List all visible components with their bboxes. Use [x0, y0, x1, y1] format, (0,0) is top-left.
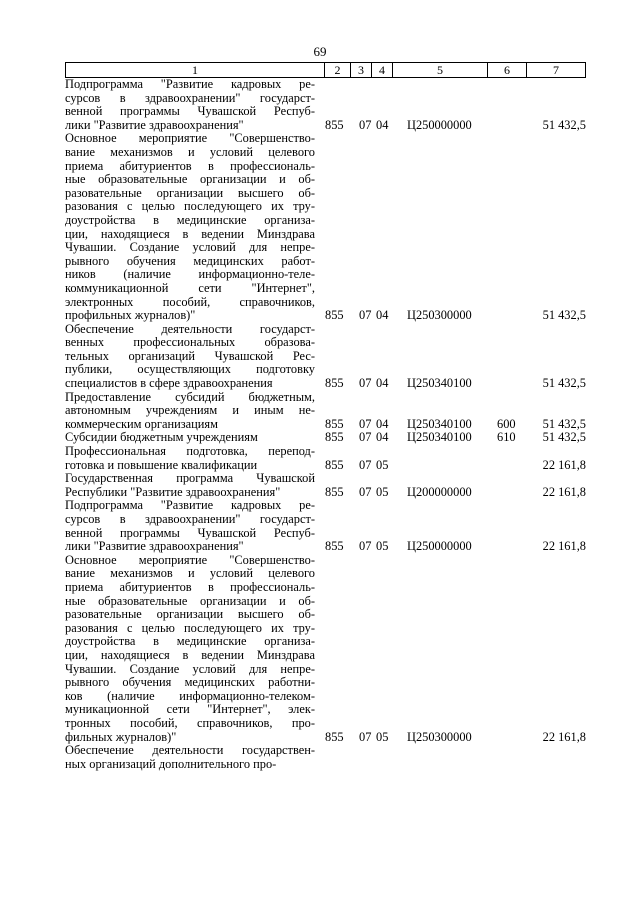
description-line: разования с целью последующего их тру- [65, 199, 315, 214]
description-line: тронных пособий, справочников, про- [65, 715, 315, 730]
description-line: профильных журналов)" [65, 308, 196, 323]
description-line: ции, находящиеся в ведении Минздрава [65, 647, 315, 662]
chapter-code: 07 [359, 484, 372, 499]
table-row [65, 431, 586, 445]
description-line: рывного обучения медицинских работни- [65, 675, 315, 690]
description-line: вание механизмов и условий целевого [65, 144, 315, 159]
table-row [65, 499, 586, 553]
header-col-5: 5 [437, 63, 443, 77]
description-line: сурсов в здравоохранении" государст- [65, 90, 315, 105]
subsection-code: 05 [376, 729, 389, 744]
target-article: Ц250000000 [407, 539, 472, 554]
section-code: 855 [325, 117, 344, 132]
description-line: Подпрограмма "Развитие кадровых ре- [65, 77, 315, 91]
subsection-code: 04 [376, 308, 389, 323]
table-row [65, 323, 586, 391]
amount: 22 161,8 [542, 729, 586, 744]
description-line: Субсидии бюджетным учреждениям [65, 430, 258, 445]
row-description [65, 445, 315, 472]
section-code: 855 [325, 457, 344, 472]
header-col-4: 4 [379, 63, 385, 77]
amount: 51 432,5 [542, 308, 586, 323]
page-number: 69 [313, 44, 327, 59]
section-code: 855 [325, 484, 344, 499]
table-row [65, 132, 586, 322]
expense-type: 600 [497, 416, 516, 431]
description-line: муникационной сети "Интернет", элек- [65, 702, 315, 717]
table-header [65, 62, 586, 78]
description-line: коммерческим организациям [65, 416, 218, 431]
target-article: Ц250340100 [407, 430, 472, 445]
row-description [65, 554, 315, 744]
subsection-code: 05 [376, 484, 389, 499]
section-code: 855 [325, 539, 344, 554]
row-description [65, 132, 315, 322]
description-line: коммуникационной сети "Интернет", [65, 280, 315, 295]
amount: 51 432,5 [542, 416, 586, 431]
description-line: рывного обучения медицинских работ- [65, 253, 315, 268]
amount: 22 161,8 [542, 539, 586, 554]
description-line: тельных организаций Чувашской Рес- [65, 348, 315, 363]
description-line: автономным учреждениям и иным не- [65, 403, 315, 418]
amount: 51 432,5 [542, 430, 586, 445]
expense-type: 610 [497, 430, 516, 445]
subsection-code: 05 [376, 539, 389, 554]
description-line: венных профессиональных образова- [65, 335, 315, 350]
description-line: Государственная программа Чувашской [65, 471, 315, 486]
header-col-2: 2 [334, 63, 341, 77]
chapter-code: 07 [359, 539, 372, 554]
row-description [65, 499, 315, 553]
table-row [65, 78, 586, 132]
chapter-code: 07 [359, 729, 372, 744]
header-col-7: 7 [553, 63, 559, 77]
target-article: Ц250300000 [407, 308, 472, 323]
description-line: ников (наличие информационно-теле- [65, 267, 315, 282]
header-col-6: 6 [504, 63, 510, 77]
chapter-code: 07 [359, 457, 372, 472]
description-line: ные образовательные организации и об- [65, 172, 315, 187]
section-code: 855 [325, 430, 344, 445]
row-description [65, 472, 315, 499]
description-line: разования с целью последующего их тру- [65, 620, 315, 635]
description-line: электронных пособий, справочников, [65, 294, 315, 309]
target-article: Ц250300000 [407, 729, 472, 744]
table-body [65, 78, 586, 771]
description-line: ных организаций дополнительного про- [65, 756, 277, 771]
section-code: 855 [325, 416, 344, 431]
row-description [65, 391, 315, 432]
table-row [65, 744, 586, 771]
subsection-code: 04 [376, 117, 389, 132]
table-row [65, 445, 586, 472]
description-line: Основное мероприятие "Совершенство- [65, 131, 315, 146]
amount: 51 432,5 [542, 117, 586, 132]
description-line: разовательные организации высшего об- [65, 185, 315, 200]
subsection-code: 04 [376, 376, 389, 391]
description-line: вание механизмов и условий целевого [65, 566, 315, 581]
description-line: ков (наличие информационно-телеком- [65, 688, 315, 703]
row-description [65, 744, 315, 771]
description-line: лики "Развитие здравоохранения" [65, 117, 244, 132]
chapter-code: 07 [359, 430, 372, 445]
description-line: фильных журналов)" [65, 729, 177, 744]
description-line: Основное мероприятие "Совершенство- [65, 552, 315, 567]
description-line: сурсов в здравоохранении" государст- [65, 512, 315, 526]
header-col-3: 3 [358, 63, 364, 77]
section-code: 855 [325, 376, 344, 391]
budget-table [65, 62, 586, 771]
description-line: доустройства в медицинские организа- [65, 212, 315, 227]
subsection-code: 04 [376, 430, 389, 445]
description-line: приема абитуриентов в профессиональ- [65, 158, 315, 173]
row-description [65, 431, 315, 445]
row-description [65, 78, 315, 132]
description-line: готовка и повышение квалификации [65, 457, 258, 472]
subsection-code: 04 [376, 416, 389, 431]
table-row [65, 391, 586, 432]
description-line: венной программы Чувашской Респуб- [65, 104, 315, 119]
chapter-code: 07 [359, 117, 372, 132]
description-line: ции, находящиеся в ведении Минздрава [65, 226, 315, 241]
description-line: специалистов в сфере здравоохранения [65, 376, 273, 391]
amount: 22 161,8 [542, 484, 586, 499]
description-line: Обеспечение деятельности государст- [65, 321, 315, 336]
section-code: 855 [325, 729, 344, 744]
description-line: лики "Развитие здравоохранения" [65, 539, 244, 554]
subsection-code: 05 [376, 457, 389, 472]
row-description [65, 323, 315, 391]
description-line: приема абитуриентов в профессиональ- [65, 579, 315, 594]
description-line: Профессиональная подготовка, перепод- [65, 444, 315, 459]
target-article: Ц200000000 [407, 484, 472, 499]
chapter-code: 07 [359, 416, 372, 431]
description-line: публики, осуществляющих подготовку [65, 362, 315, 377]
description-line: Чувашии. Создание условий для непре- [65, 661, 315, 676]
section-code: 855 [325, 308, 344, 323]
description-line: Подпрограмма "Развитие кадровых ре- [65, 498, 315, 513]
target-article: Ц250340100 [407, 416, 472, 431]
amount: 22 161,8 [542, 457, 586, 472]
description-line: разовательные организации высшего об- [65, 607, 315, 622]
table-row [65, 472, 586, 499]
description-line: доустройства в медицинские организа- [65, 634, 315, 649]
chapter-code: 07 [359, 376, 372, 391]
target-article: Ц250000000 [407, 117, 472, 132]
target-article: Ц250340100 [407, 376, 472, 391]
description-line: Обеспечение деятельности государствен- [65, 743, 315, 758]
header-col-1: 1 [192, 63, 198, 77]
description-line: ные образовательные организации и об- [65, 593, 315, 608]
amount: 51 432,5 [542, 376, 586, 391]
table-row [65, 554, 586, 744]
description-line: Предоставление субсидий бюджетным, [65, 389, 315, 404]
description-line: Республики "Развитие здравоохранения" [65, 484, 281, 499]
chapter-code: 07 [359, 308, 372, 323]
description-line: венной программы Чувашской Респуб- [65, 525, 315, 540]
description-line: Чувашии. Создание условий для непре- [65, 240, 315, 255]
